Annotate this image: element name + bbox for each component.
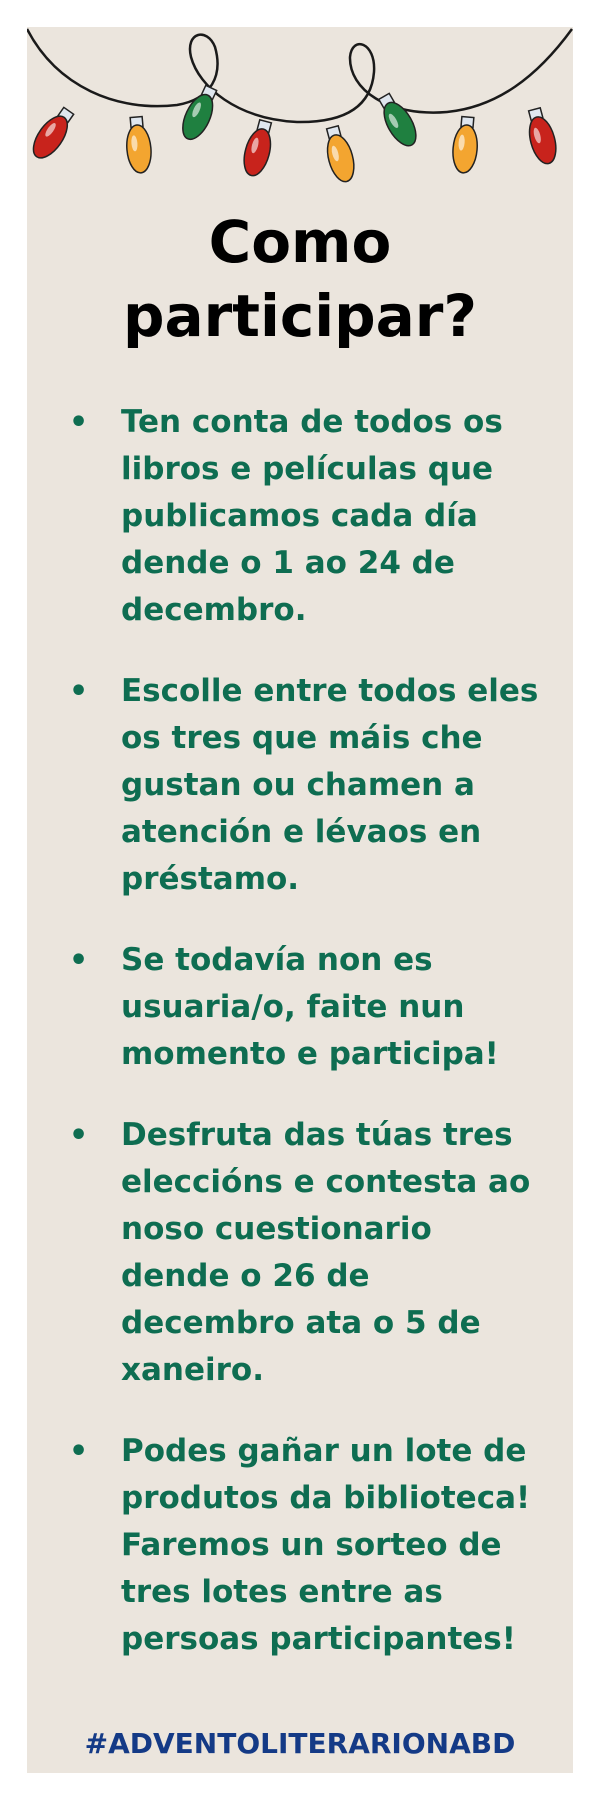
bulb-3	[177, 83, 222, 144]
bulb-7	[451, 116, 480, 174]
title-line-1: Como	[208, 208, 392, 276]
step-text: Se todavía non es usuaria/o, faite nun momento e participa!	[121, 942, 499, 1072]
bulb-2	[124, 116, 153, 174]
step-text: Podes gañar un lote de produtos da biblioteca! Faremos un sorteo de tres lotes entre as persoas participantes!	[121, 1433, 531, 1657]
list-item	[27, 399, 573, 634]
list-item	[27, 668, 573, 903]
bullet-icon: •	[69, 1434, 89, 1469]
list-item	[27, 937, 573, 1078]
bulb-6	[374, 90, 423, 150]
title-line-2: participar?	[122, 282, 478, 350]
hashtag: #ADVENTOLITERARIONABD	[84, 1727, 516, 1760]
bulb-8	[523, 106, 561, 166]
list-item	[27, 1428, 573, 1663]
bullet-icon: •	[69, 943, 89, 978]
bulb-4	[240, 118, 278, 178]
steps-list	[27, 399, 573, 1697]
page-title	[27, 205, 573, 353]
bullet-icon: •	[69, 1118, 89, 1153]
christmas-lights-icon	[27, 27, 573, 197]
bullet-icon: •	[69, 405, 89, 440]
list-item	[27, 1112, 573, 1394]
step-text: Ten conta de todos os libros e películas que publicamos cada día dende o 1 ao 24 de decembro.	[121, 404, 503, 628]
bulb-5	[321, 124, 359, 184]
bulb-1	[27, 104, 79, 164]
step-text: Desfruta das túas tres eleccións e contesta ao noso cuestionario dende o 26 de decembro ata o 5 de xaneiro.	[121, 1117, 531, 1388]
bookmark-card	[27, 27, 573, 1773]
bullet-icon: •	[69, 674, 89, 709]
step-text: Escolle entre todos eles os tres que máis che gustan ou chamen a atención e lévaos en préstamo.	[121, 673, 539, 897]
